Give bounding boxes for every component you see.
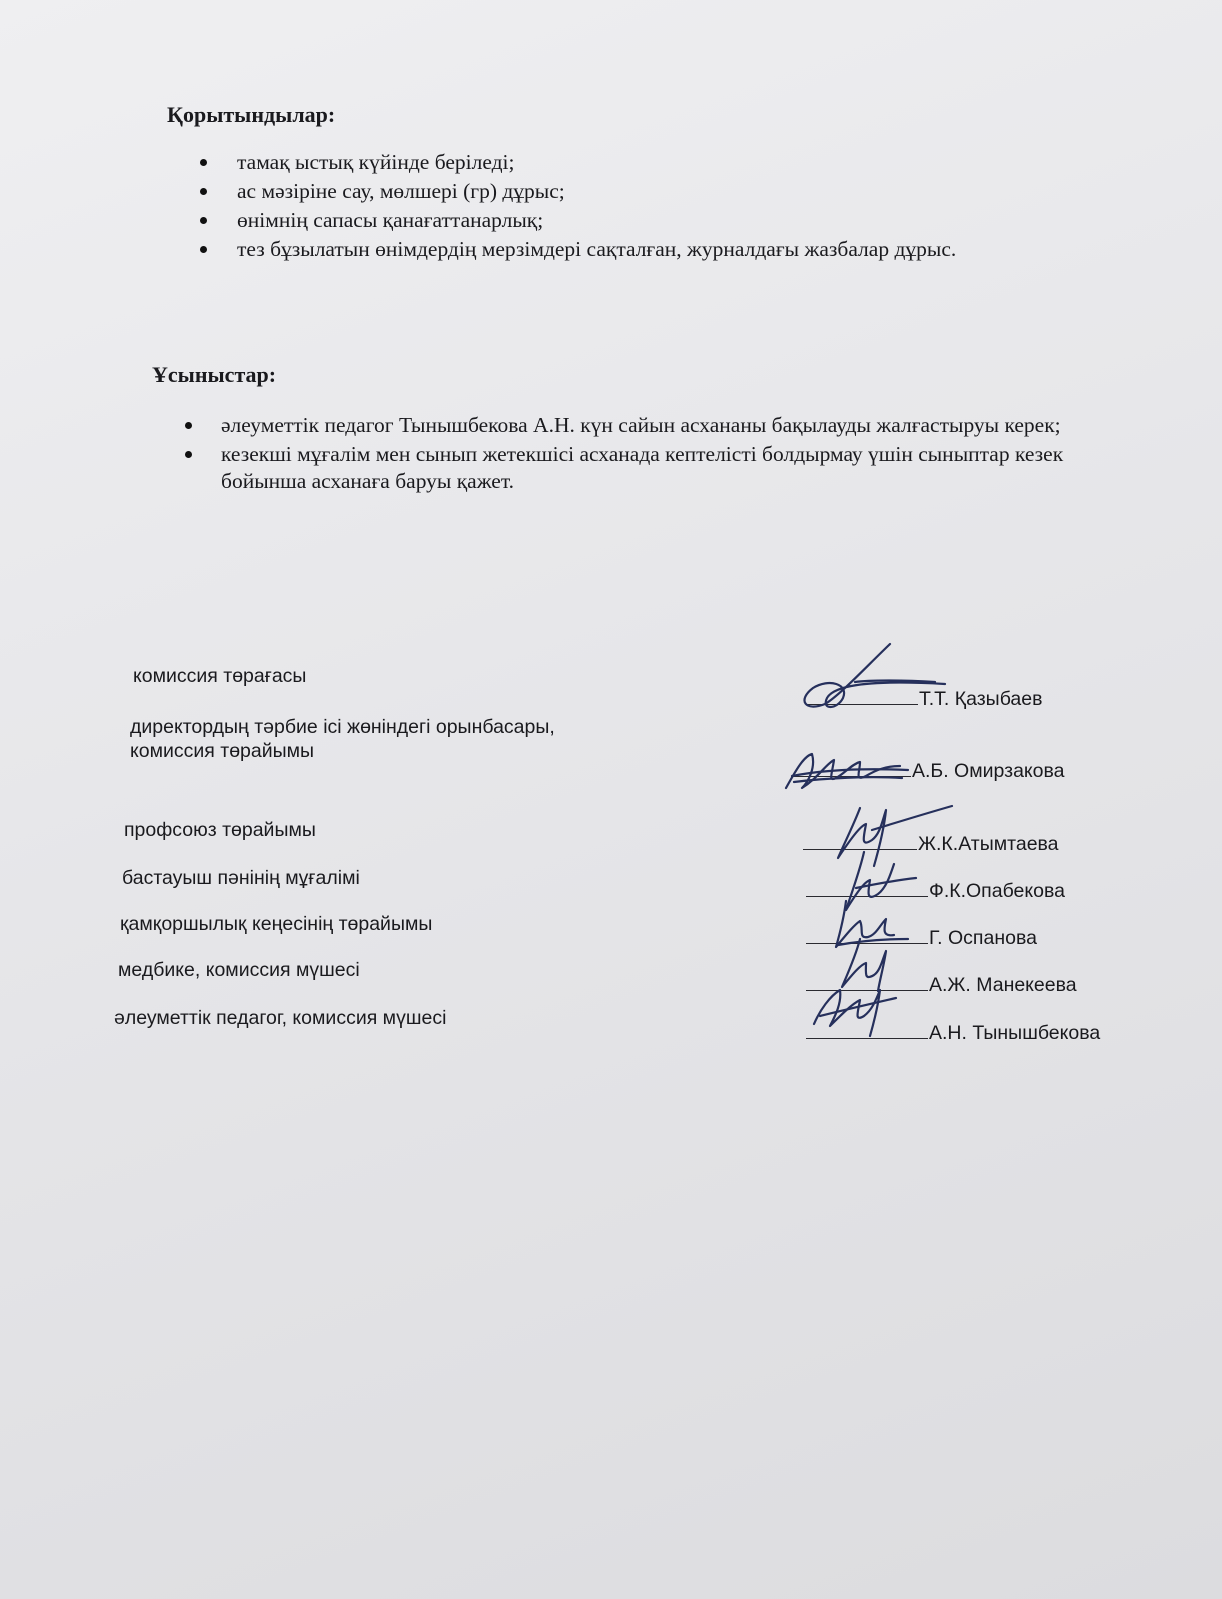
- signatory-name: Г. Оспанова: [929, 927, 1037, 949]
- list-item: [200, 235, 1120, 264]
- bullet-icon: [200, 217, 207, 224]
- signatory-role: әлеуметтік педагог, комиссия мүшесі: [114, 1007, 447, 1029]
- signatory-name: А.Ж. Манекеева: [929, 974, 1077, 996]
- signatory-name-line: [806, 688, 1042, 711]
- list-item-text: өнімнің сапасы қанағаттанарлық;: [237, 208, 544, 232]
- proposals-heading: Ұсыныстар:: [152, 362, 277, 387]
- signatory-name-line: [806, 927, 1037, 950]
- bullet-icon: [200, 188, 207, 195]
- signature-line: [803, 849, 917, 850]
- bullet-icon: [185, 451, 192, 458]
- signatory-name: Ф.К.Опабекова: [929, 880, 1065, 902]
- signatory-role: директордың тәрбие ісі жөніндегі орынбасары, комиссия төрайымы: [130, 716, 555, 762]
- signature-line: [806, 990, 928, 991]
- signatory-name-line: [791, 760, 1065, 783]
- signatory-name-line: [803, 833, 1059, 856]
- list-item-text: әлеуметтік педагог Тынышбекова А.Н. күн сайын асхананы бақылауды жалғастыруы керек;: [221, 413, 1061, 437]
- signatory-name-line: [806, 880, 1065, 903]
- list-item: [185, 441, 1065, 495]
- signature-line: [806, 1038, 928, 1039]
- signatory-name: Т.Т. Қазыбаев: [919, 688, 1043, 710]
- list-item-text: ас мәзіріне сау, мөлшері (гр) дұрыс;: [237, 179, 565, 203]
- signature-line: [806, 704, 918, 705]
- signature-line: [806, 943, 928, 944]
- signatory-role: бастауыш пәнінің мұғалімі: [122, 867, 360, 889]
- signature-line: [806, 896, 928, 897]
- signatory-role: медбике, комиссия мүшесі: [118, 959, 360, 981]
- conclusions-list: [200, 148, 1120, 264]
- list-item: [200, 177, 1120, 206]
- bullet-icon: [200, 159, 207, 166]
- list-item: [200, 206, 1120, 235]
- list-item-text: тамақ ыстық күйінде беріледі;: [237, 150, 515, 174]
- list-item-text: кезекші мұғалім мен сынып жетекшісі асханада кептелісті болдырмау үшін сыныптар кезек бойынша асханаға баруы қажет.: [221, 442, 1064, 493]
- conclusions-heading: Қорытындылар:: [167, 102, 336, 127]
- signatory-name: Ж.К.Атымтаева: [918, 833, 1059, 855]
- signatory-name-line: [806, 974, 1077, 997]
- list-item: [200, 148, 1120, 177]
- signatory-role: қамқоршылық кеңесінің төрайымы: [120, 913, 433, 935]
- signatory-name: А.Б. Омирзакова: [912, 760, 1065, 782]
- bullet-icon: [185, 422, 192, 429]
- signature-line: [791, 776, 911, 777]
- signatory-role: комиссия төрағасы: [133, 665, 307, 687]
- proposals-list: [185, 412, 1065, 497]
- signatory-name-line: [806, 1022, 1100, 1045]
- list-item-text: тез бұзылатын өнімдердің мерзімдері сақталған, журналдағы жазбалар дұрыс.: [237, 237, 957, 261]
- list-item: [185, 412, 1065, 439]
- bullet-icon: [200, 246, 207, 253]
- signatory-name: А.Н. Тынышбекова: [929, 1022, 1101, 1044]
- signatory-role: профсоюз төрайымы: [124, 819, 316, 841]
